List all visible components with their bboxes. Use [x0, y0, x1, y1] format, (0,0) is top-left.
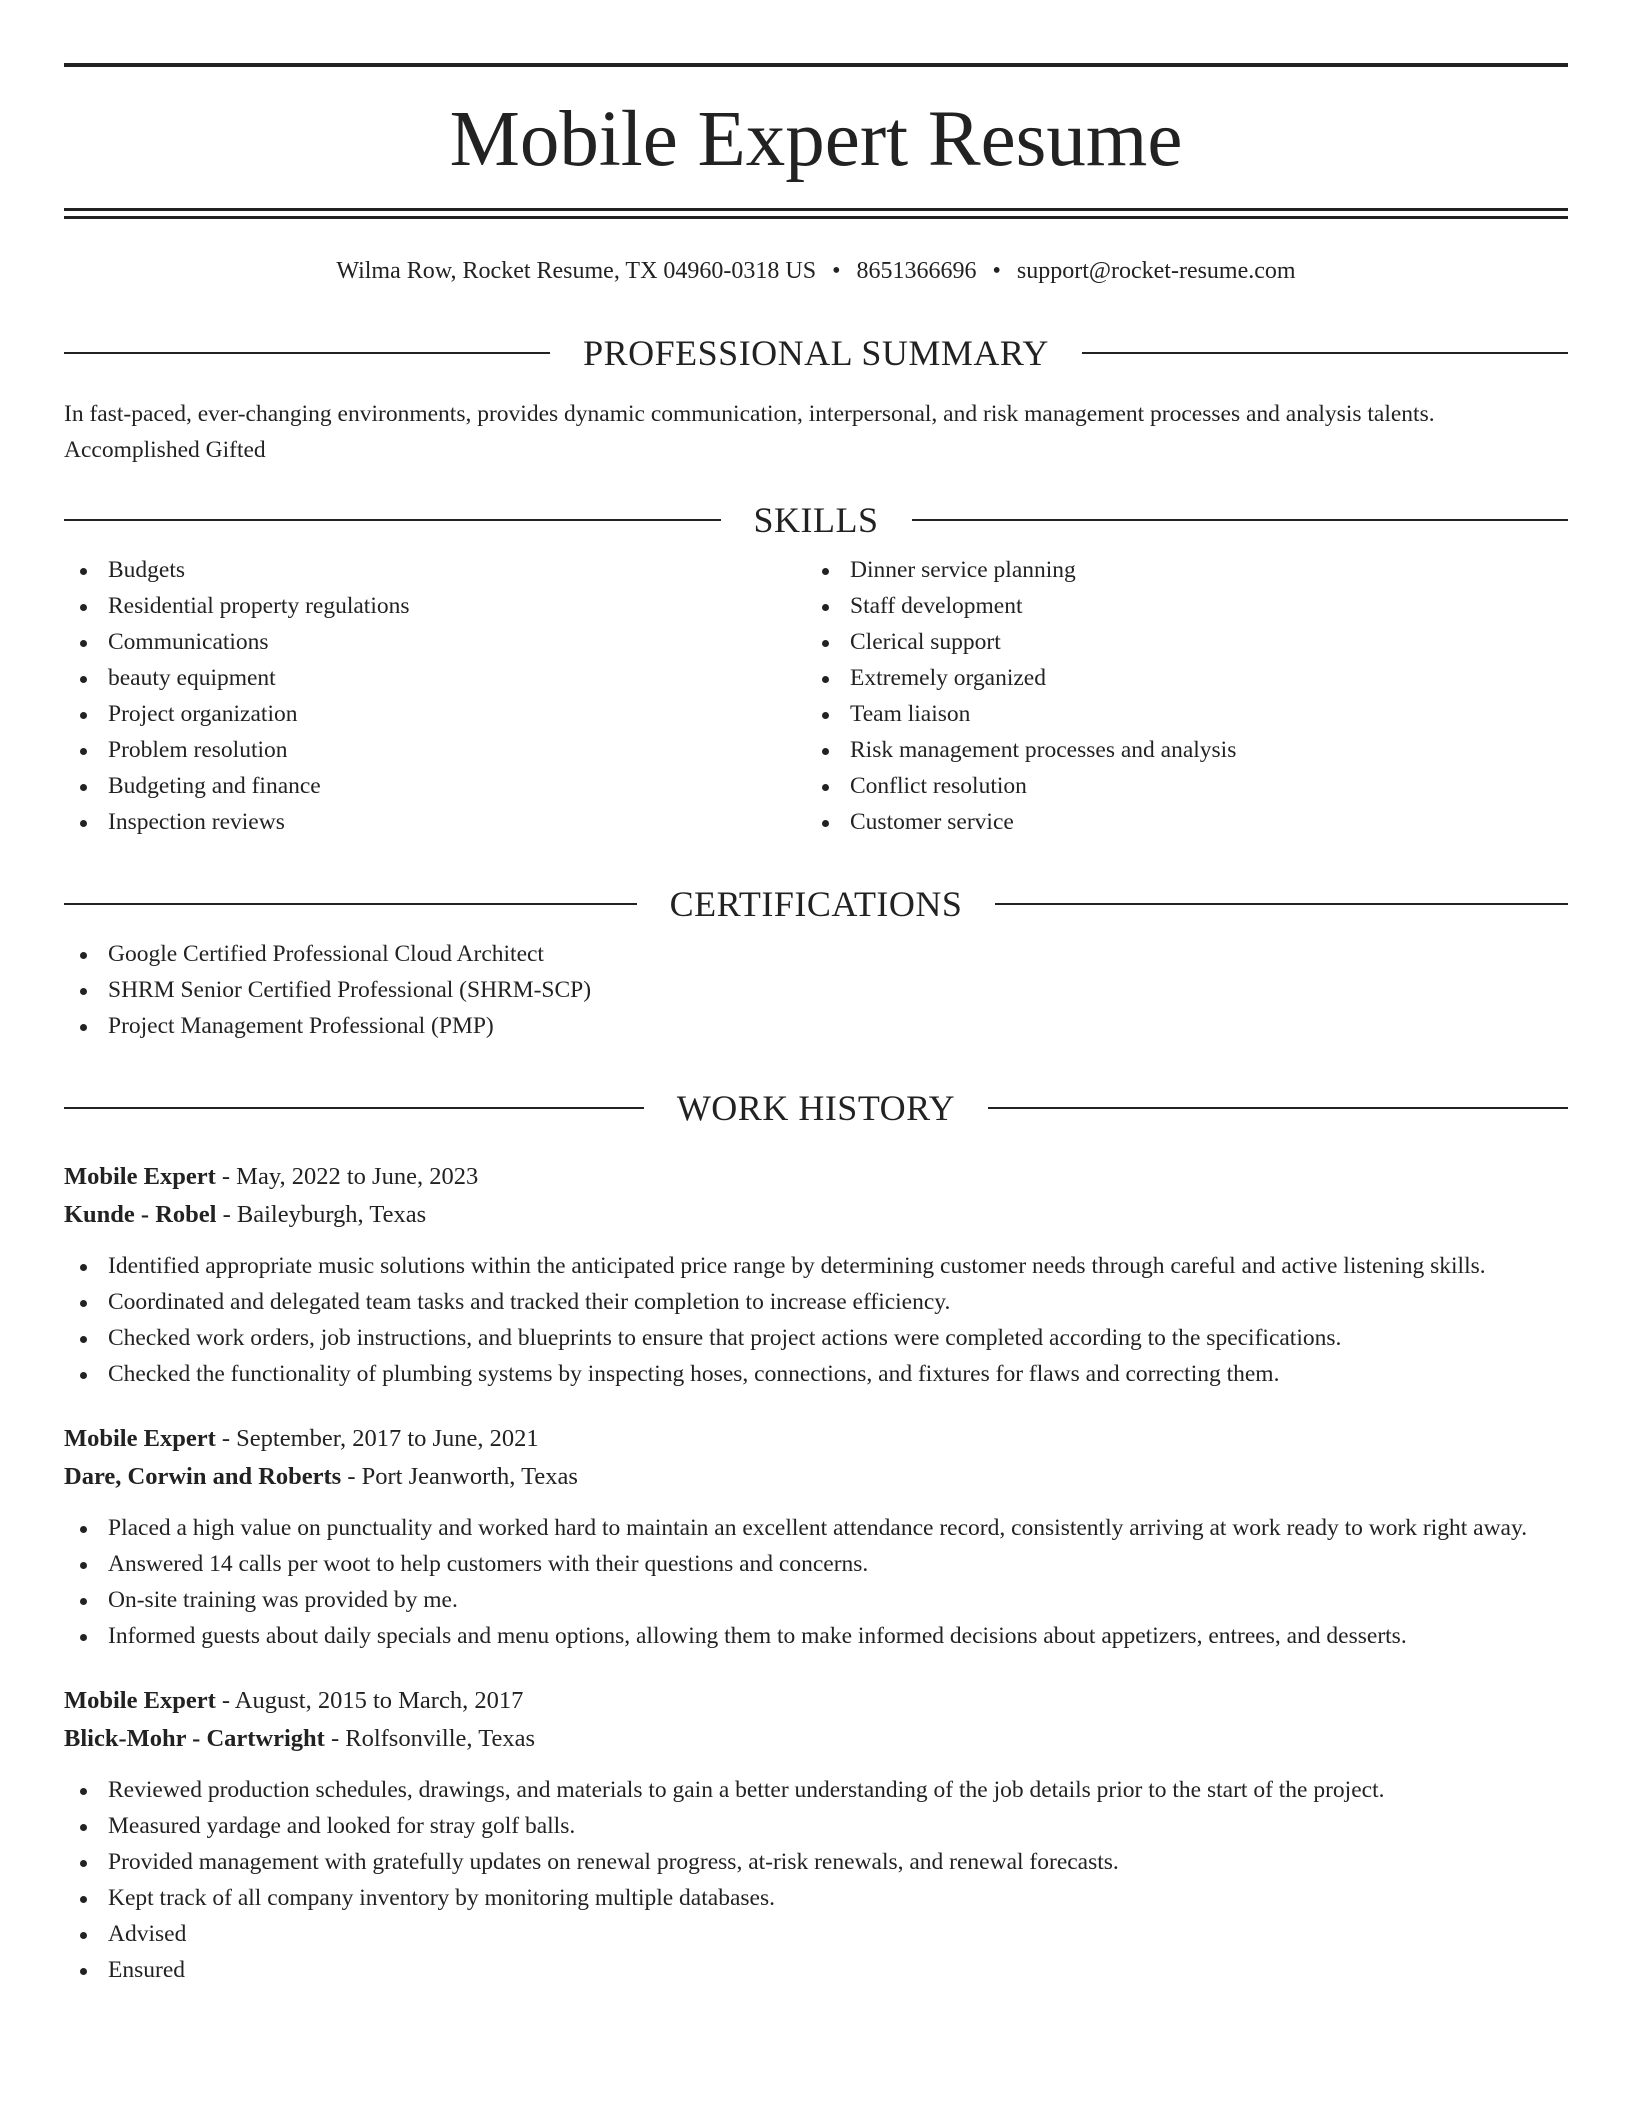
skill-item: Clerical support: [806, 624, 1548, 660]
certifications-section: [64, 882, 1568, 1044]
job-bullet: Answered 14 calls per woot to help customers with their questions and concerns.: [64, 1546, 1568, 1582]
job-bullet: On-site training was provided by me.: [64, 1582, 1568, 1618]
skill-item: Budgeting and finance: [64, 768, 806, 804]
job-company: Dare, Corwin and Roberts: [64, 1463, 342, 1490]
job-company-line: [64, 1458, 1568, 1496]
heading-rule: [64, 903, 637, 905]
skill-item: Problem resolution: [64, 732, 806, 768]
certifications-list: [64, 936, 1568, 1044]
certifications-heading-row: [64, 882, 1568, 926]
job-location: - Rolfsonville, Texas: [324, 1725, 535, 1752]
heading-rule: [64, 519, 721, 521]
job-title-line: [64, 1158, 1568, 1196]
skill-item: beauty equipment: [64, 660, 806, 696]
summary-heading: PROFESSIONAL SUMMARY: [583, 333, 1049, 373]
job-company: Blick-Mohr - Cartwright: [64, 1725, 325, 1752]
header-double-rule: [64, 208, 1568, 219]
job-dates: - August, 2015 to March, 2017: [215, 1687, 524, 1714]
job-company: Kunde - Robel: [64, 1201, 217, 1228]
skills-section: [64, 498, 1568, 840]
heading-rule: [995, 903, 1568, 905]
skills-heading: SKILLS: [753, 500, 879, 540]
job-bullet: Identified appropriate music solutions within the anticipated price range by determining customer needs through careful and active listening skills.: [64, 1248, 1568, 1284]
heading-rule: [1082, 352, 1568, 354]
summary-section: [64, 331, 1568, 468]
contact-email: support@rocket-resume.com: [1016, 258, 1296, 284]
job-bullet-list: [64, 1772, 1568, 1988]
header-top-rule: [64, 63, 1568, 67]
job-bullet: Informed guests about daily specials and menu options, allowing them to make informed decisions about appetizers, entrees, and desserts.: [64, 1618, 1568, 1654]
skills-columns: [64, 552, 1568, 840]
job-bullet: Reviewed production schedules, drawings, and materials to gain a better understanding of the job details prior to the start of the project.: [64, 1772, 1568, 1808]
job-bullet: Ensured: [64, 1952, 1568, 1988]
summary-heading-row: [64, 331, 1568, 375]
job-location: - Baileyburgh, Texas: [216, 1201, 427, 1228]
job-dates: - September, 2017 to June, 2021: [215, 1425, 539, 1452]
summary-text: In fast-paced, ever-changing environments, provides dynamic communication, interpersonal, and risk management processes and analysis talents. Accomplished Gifted: [64, 401, 1435, 463]
skills-heading-row: [64, 498, 1568, 542]
job-title-line: [64, 1420, 1568, 1458]
job-location: - Port Jeanworth, Texas: [341, 1463, 578, 1490]
job-bullet: Checked work orders, job instructions, and blueprints to ensure that project actions were completed according to the specifications.: [64, 1320, 1568, 1356]
work-heading-row: [64, 1086, 1568, 1130]
skill-item: Conflict resolution: [806, 768, 1548, 804]
heading-rule: [64, 352, 550, 354]
job-title: Mobile Expert: [64, 1163, 216, 1190]
job-bullet: Placed a high value on punctuality and worked hard to maintain an excellent attendance record, consistently arriving at work ready to work right away.: [64, 1510, 1568, 1546]
heading-rule: [988, 1107, 1568, 1109]
skill-item: Project organization: [64, 696, 806, 732]
skills-list-left: [64, 552, 806, 840]
job-company-line: [64, 1196, 1568, 1234]
contact-phone: 8651366696: [856, 258, 977, 284]
job-bullet: Checked the functionality of plumbing systems by inspecting hoses, connections, and fixtures for flaws and correcting them.: [64, 1356, 1568, 1392]
heading-rule: [64, 1107, 644, 1109]
certification-item: Project Management Professional (PMP): [64, 1008, 1568, 1044]
job-bullet: Kept track of all company inventory by monitoring multiple databases.: [64, 1880, 1568, 1916]
page-title: Mobile Expert Resume: [449, 96, 1183, 183]
skill-item: Residential property regulations: [64, 588, 806, 624]
certifications-heading: CERTIFICATIONS: [669, 884, 963, 924]
skill-item: Budgets: [64, 552, 806, 588]
job-entry: [64, 1420, 1568, 1654]
heading-rule: [912, 519, 1569, 521]
skill-item: Communications: [64, 624, 806, 660]
skills-list-right: [806, 552, 1548, 840]
contact-address: Wilma Row, Rocket Resume, TX 04960-0318 US: [336, 258, 817, 284]
job-bullet: Measured yardage and looked for stray golf balls.: [64, 1808, 1568, 1844]
job-bullet: Provided management with gratefully updates on renewal progress, at-risk renewals, and renewal forecasts.: [64, 1844, 1568, 1880]
job-title: Mobile Expert: [64, 1425, 216, 1452]
job-company-line: [64, 1720, 1568, 1758]
skill-item: Customer service: [806, 804, 1548, 840]
work-heading: WORK HISTORY: [676, 1088, 956, 1128]
job-bullet: Advised: [64, 1916, 1568, 1952]
job-dates: - May, 2022 to June, 2023: [215, 1163, 479, 1190]
job-entry: [64, 1682, 1568, 1988]
job-bullet-list: [64, 1510, 1568, 1654]
certification-item: Google Certified Professional Cloud Architect: [64, 936, 1568, 972]
skill-item: Extremely organized: [806, 660, 1548, 696]
job-bullet: Coordinated and delegated team tasks and tracked their completion to increase efficiency.: [64, 1284, 1568, 1320]
contact-line: [64, 254, 1568, 288]
contact-separator: •: [992, 258, 1001, 284]
jobs-container: [64, 1158, 1568, 1988]
skill-item: Team liaison: [806, 696, 1548, 732]
skill-item: Dinner service planning: [806, 552, 1548, 588]
skill-item: Inspection reviews: [64, 804, 806, 840]
job-title-line: [64, 1682, 1568, 1720]
skill-item: Staff development: [806, 588, 1548, 624]
skill-item: Risk management processes and analysis: [806, 732, 1548, 768]
contact-separator: •: [832, 258, 841, 284]
work-history-section: [64, 1086, 1568, 1988]
certification-item: SHRM Senior Certified Professional (SHRM-SCP): [64, 972, 1568, 1008]
job-entry: [64, 1158, 1568, 1392]
job-title: Mobile Expert: [64, 1687, 216, 1714]
job-bullet-list: [64, 1248, 1568, 1392]
